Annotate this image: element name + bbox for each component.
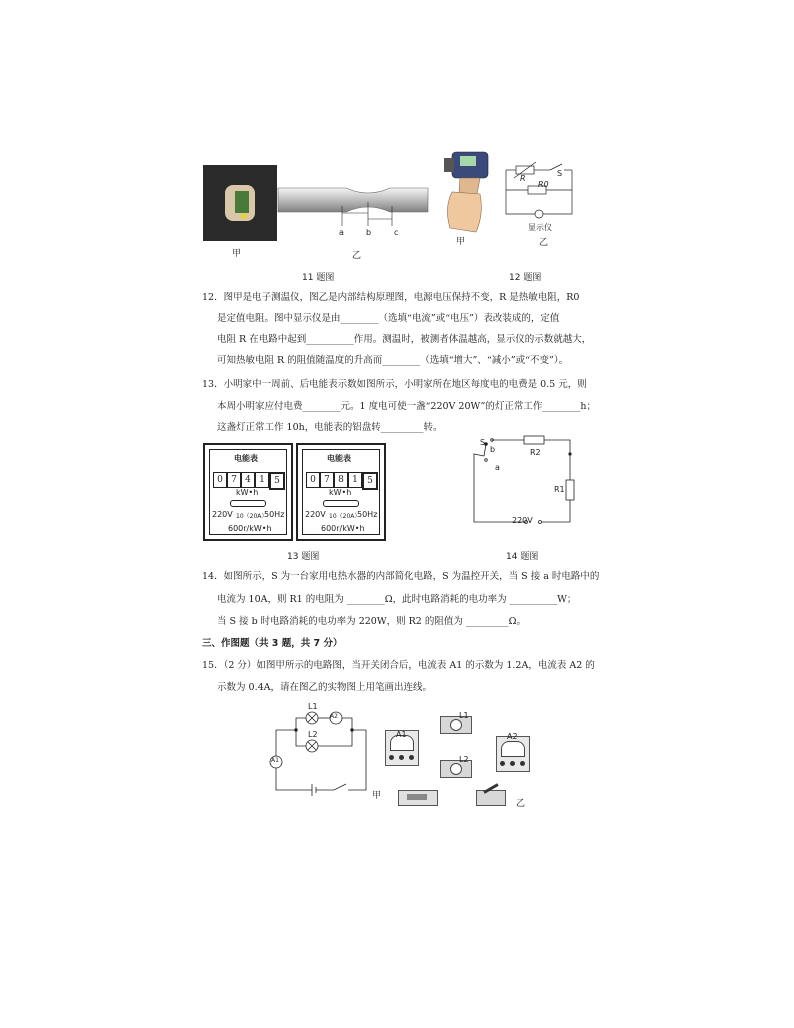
q14-line-1: 14．如图所示，S 为一台家用电热水器的内部简化电路，S 为温控开关，当 S 接 a 时电路中的	[202, 571, 600, 582]
meter1-digit: 7	[227, 472, 241, 488]
q12-label-jia: 甲	[456, 237, 466, 247]
q12-label-S: S	[557, 169, 563, 178]
q13-caption: 13 题图	[287, 552, 320, 562]
q15-label-yi: 乙	[516, 799, 526, 809]
q11-label-yi: 乙	[352, 251, 362, 261]
q14-label-R1: R1	[554, 485, 565, 494]
meter2-spec-v: 220V	[305, 510, 326, 519]
q14-label-b: b	[490, 445, 496, 454]
q15-label-A2-schematic: A2	[330, 713, 338, 720]
meter1-digit: 5	[269, 472, 285, 490]
q13-line-2: 本周小明家应付电费________元。1 度电可使一盏“220V 20W”的灯正常工作________h；	[217, 401, 596, 412]
q12-line-1: 12．图甲是电子测温仪，图乙是内部结构原理图，电源电压保持不变，R 是热敏电阻，R0	[202, 292, 580, 303]
ammeter-A2-device	[496, 736, 530, 772]
energy-meter-after	[296, 443, 386, 541]
thermometer-photo	[203, 165, 277, 241]
meter2-digit: 8	[334, 472, 348, 488]
q12-label-yi: 乙	[539, 238, 549, 248]
pipe-diagram	[276, 180, 434, 250]
q13-line-3: 这盏灯正常工作 10h，电能表的铝盘转_________转。	[217, 422, 443, 433]
thermo-circuit-diagram	[500, 158, 580, 220]
q14-label-voltage: 220V	[512, 516, 533, 525]
meter2-digit: 5	[362, 472, 378, 490]
pipe-mark-a: a	[339, 228, 344, 237]
q11-caption: 11 题图	[302, 273, 335, 283]
meter2-digit: 7	[320, 472, 334, 488]
meter1-digit: 1	[255, 472, 269, 488]
q14-line-3: 当 S 接 b 时电路消耗的电功率为 220W，则 R2 的阻值为 _________Ω。	[217, 616, 526, 627]
q12-label-R0: R0	[538, 180, 549, 189]
meter2-spec-hz: 50Hz	[357, 510, 378, 519]
meter1-spec-v: 220V	[212, 510, 233, 519]
meter1-spec-hz: 50Hz	[264, 510, 285, 519]
q12-line-4: 可知热敏电阻 R 的阻值随温度的升高而________（选填“增大”、“减小”或“不变”）。	[217, 355, 569, 366]
q14-label-a: a	[495, 463, 500, 472]
q12-line-2: 是定值电阻。图中显示仪是由________（选填“电流”或“电压”）表改装成的，定值	[217, 313, 560, 324]
meter2-title: 电能表	[327, 454, 351, 463]
q15-label-jia: 甲	[372, 791, 382, 801]
q12-display-label: 显示仪	[528, 223, 552, 232]
q12-caption: 12 题图	[509, 273, 542, 283]
device-label-A2: A2	[507, 732, 518, 741]
heater-circuit-diagram	[470, 430, 582, 530]
meter2-disc	[323, 500, 359, 507]
energy-meter-before	[203, 443, 293, 541]
switch-device	[476, 790, 506, 806]
q15-label-L1: L1	[308, 702, 318, 711]
meter1-disc	[230, 500, 266, 507]
q15-line-2: 示数为 0.4A，请在图乙的实物图上用笔画出连线。	[217, 682, 432, 693]
meter1-spec-rev: 600r/kW•h	[228, 524, 272, 533]
q14-label-S: S	[480, 438, 486, 447]
section-heading: 三、作图题（共 3 题，共 7 分）	[202, 638, 343, 649]
pipe-mark-c: c	[394, 228, 399, 237]
q14-label-R2: R2	[530, 448, 541, 457]
meter1-title: 电能表	[234, 454, 258, 463]
pipe-mark-b: b	[366, 228, 372, 237]
meter2-spec-rev: 600r/kW•h	[321, 524, 365, 533]
q15-label-A1-schematic: A1	[271, 757, 279, 764]
device-label-A1: A1	[396, 730, 407, 739]
meter1-digit: 4	[241, 472, 255, 488]
meter2-digit: 0	[306, 472, 320, 488]
q12-line-3: 电阻 R 在电路中起到__________作用。测温时，被测者体温越高，显示仪的示数就越大，	[217, 334, 592, 345]
device-label-L2: L2	[459, 755, 469, 764]
battery-device	[398, 790, 438, 806]
q15-label-L2: L2	[308, 730, 318, 739]
device-label-L1: L1	[459, 711, 469, 720]
thermometer-gun-icon	[440, 148, 496, 236]
q14-caption: 14 题图	[506, 552, 539, 562]
q12-label-R: R	[520, 174, 526, 183]
q11-label-jia: 甲	[232, 249, 242, 259]
meter2-unit: kW•h	[329, 488, 352, 497]
meter1-unit: kW•h	[236, 488, 259, 497]
q15-circuit-schematic	[266, 700, 370, 798]
meter1-spec-a: 10（20A）	[236, 513, 268, 520]
meter1-digit: 0	[213, 472, 227, 488]
meter2-digit: 1	[348, 472, 362, 488]
q14-line-2: 电流为 10A，则 R1 的电阻为 ________Ω，此时电路消耗的电功率为 __________W；	[217, 594, 577, 605]
q13-line-1: 13．小明家中一周前、后电能表示数如图所示，小明家所在地区每度电的电费是 0.5 元，则	[202, 379, 587, 390]
q15-line-1: 15．（2 分）如图甲所示的电路图，当开关闭合后，电流表 A1 的示数为 1.2A，电流表 A2 的	[202, 660, 595, 671]
meter2-spec-a: 10（20A）	[329, 513, 361, 520]
